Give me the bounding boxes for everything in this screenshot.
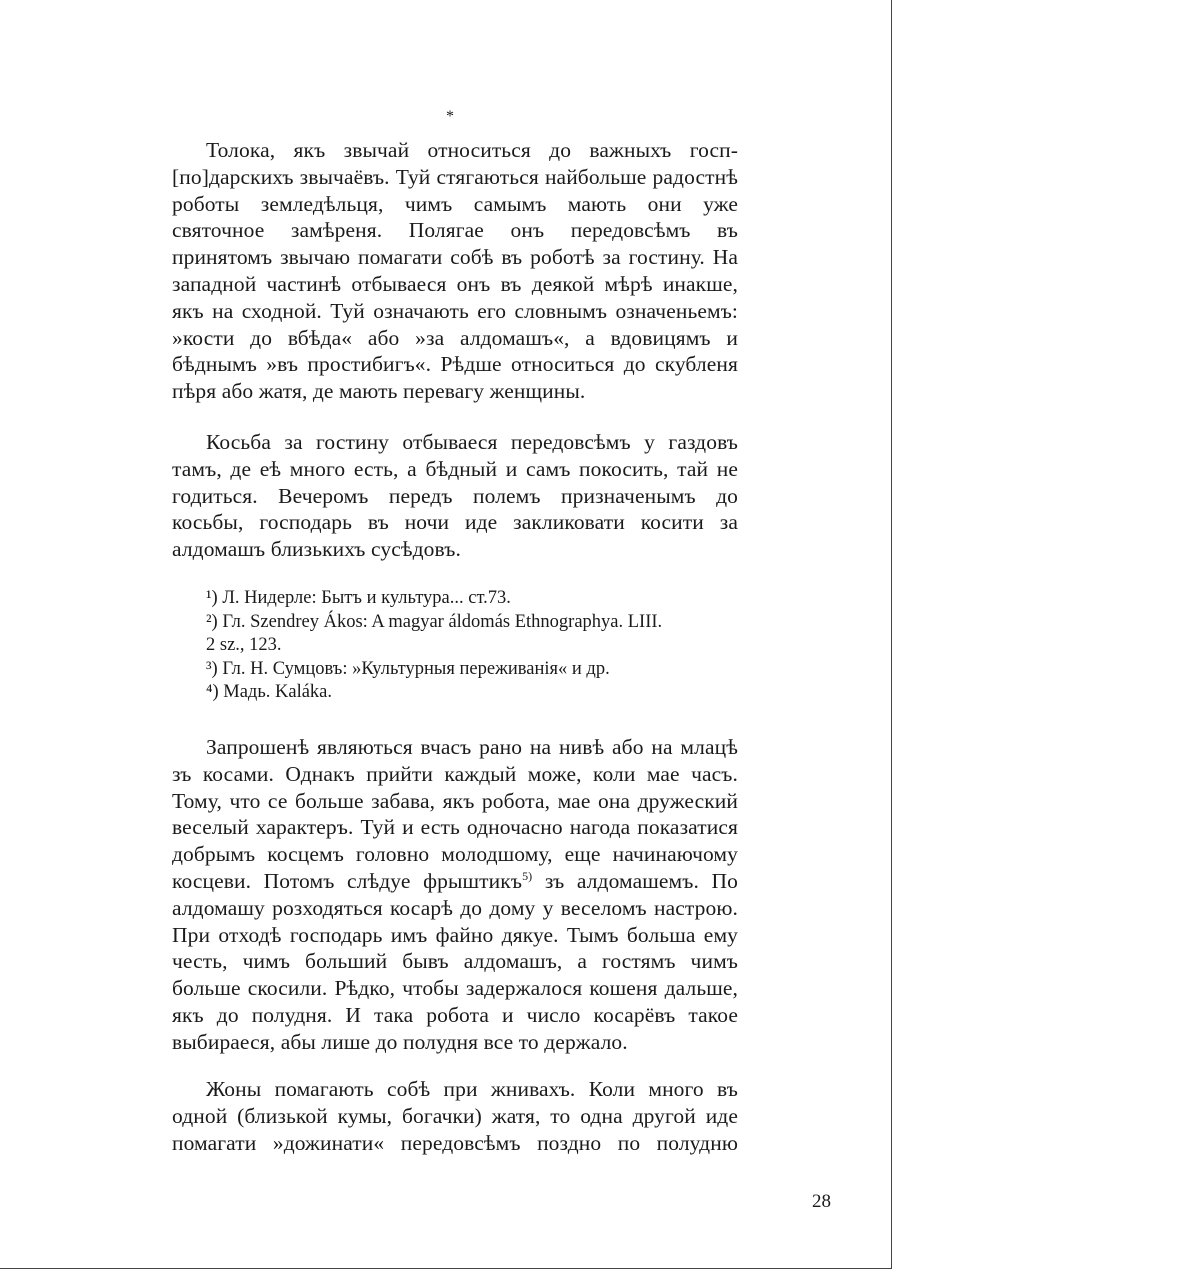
section-asterisk: * — [446, 108, 454, 125]
footnote-2-continuation: 2 sz., 123. — [206, 635, 282, 656]
footnote-1 — [172, 587, 738, 611]
footnotes — [172, 587, 738, 705]
footnote-4-mark: ⁴) — [206, 682, 219, 703]
body-text-upper — [172, 137, 738, 405]
paragraph-zaprosheni-part1: Запрошенѣ являються вчасъ рано на нивѣ або на млацѣ зъ косами. Однакъ прийти каждый може, коли мае часъ. Тому, что се больше забава, якъ робота, мае она дружеский веселый характеръ. Туй и есть одночасно нагода показатися добрымъ косцемъ головно молодшому, еще начинаючому косцеви. Потомъ слѣдуе фрыштикъ — [172, 735, 738, 893]
body-text-zhony — [172, 1076, 738, 1156]
footnote-1-text: Л. Нидерле: Бытъ и культура... ст.73. — [217, 588, 511, 608]
footnote-3 — [172, 658, 738, 682]
footnote-4-text: Мадь. Kaláka. — [218, 682, 333, 703]
paragraph-kosba: Косьба за гостину отбываеся передовсѣмъ у газдовъ тамъ, де еѣ много есть, а бѣдный и самъ покосить, тай не годиться. Вечеромъ передъ полемъ призначенымъ до косьбы, господарь въ ночи иде закликовати косити за алдомашъ близькихъ сусѣдовъ. — [172, 430, 738, 562]
paragraph-zaprosheni — [172, 734, 738, 1056]
footnote-3-text: Гл. Н. Сумцовъ: »Культурныя переживанія« и др. — [217, 658, 610, 679]
footnote-2-mark: ²) — [206, 611, 218, 632]
body-text-lower — [172, 734, 738, 1056]
footnote-1-mark: ¹) — [206, 588, 218, 608]
paragraph-zaprosheni-part2: зъ алдомашемъ. По алдомашу розходяться косарѣ до дому у веселомъ настрою. При отходѣ господарь имъ файно дякуе. Тымъ больша ему честь, чимъ больший бывъ алдомашъ, а гостямъ чимъ больше скосили. Рѣдко, чтобы задержалося кошеня дальше, якъ до полудня. И така робота и число косарёвъ такое выбираеся, абы лише до полудня все то держало. — [172, 868, 738, 1054]
paragraph-zhony: Жоны помагають собѣ при жнивахъ. Коли много въ одной (близькой кумы, богачки) жатя, то одна другой иде помагати »дожинати« передовсѣмъ поздно по полудню — [172, 1077, 738, 1155]
footnote-4 — [172, 681, 738, 705]
footnote-2 — [172, 611, 738, 635]
page-number: 28 — [812, 1191, 831, 1212]
body-text-kosba — [172, 429, 738, 563]
paragraph-toloka: Толока, якъ звычай относиться до важныхъ госп-[по]дарскихъ звычаёвъ. Туй стягаються найбольше радостнѣ роботы земледѣльця, чимъ самымъ мають они уже святочное замѣреня. Полягае онъ передовсѣмъ въ принятомъ звычаю помагати собѣ въ роботѣ за гостину. На западной частинѣ отбываеся онъ въ деякой мѣрѣ инакше, якъ на сходной. Туй означають его словнымъ означеньемъ: »кости до вбѣда« або »за алдомашъ«, а вдовицямъ и бѣднымъ »въ простибигъ«. Рѣдше относиться до скубленя пѣря або жатя, де мають перевагу женщины. — [172, 138, 738, 404]
footnote-2-text: Гл. Szendrey Ákos: A magyar áldomás Ethnographya. LIII. — [217, 611, 663, 632]
footnote-ref-5: 5) — [522, 868, 533, 883]
footnote-3-mark: ³) — [206, 658, 218, 679]
